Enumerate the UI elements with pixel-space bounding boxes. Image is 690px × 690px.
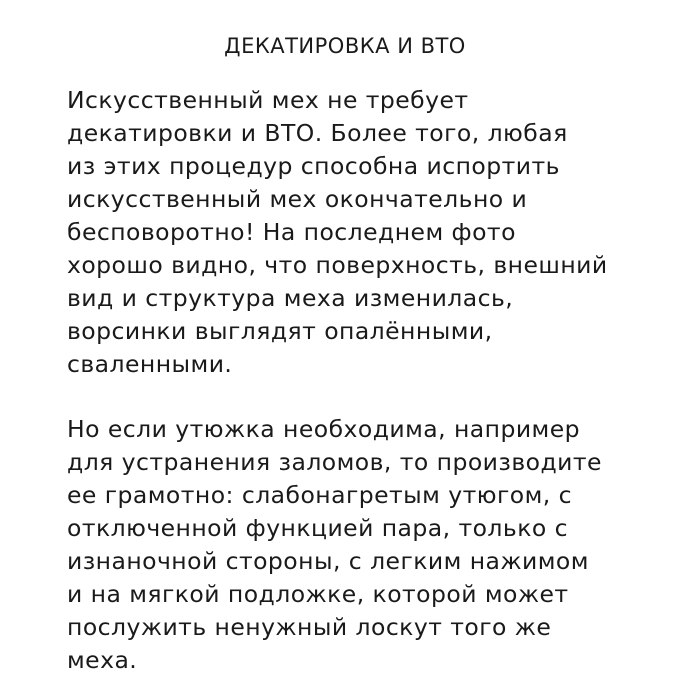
paragraph-line: хорошо видно, что поверхность, внешний (67, 251, 608, 279)
paragraph-line: вид и структура меха изменилась, (67, 284, 514, 312)
paragraph-line: для устранения заломов, то производите (67, 448, 602, 476)
paragraph-line: отключенной функцией пара, только с (67, 514, 568, 542)
paragraph-line: Но если утюжка необходима, например (67, 415, 581, 443)
paragraph-line: послужить ненужный лоскут того же (67, 613, 552, 641)
paragraph-line: из этих процедур способна испортить (67, 152, 560, 180)
paragraph-line: искусственный мех окончательно и (67, 185, 528, 213)
paragraph-line: ворсинки выглядят опалёнными, (67, 317, 493, 345)
paragraph-line: сваленными. (67, 350, 233, 378)
page-title: ДЕКАТИРОВКА И ВТО (224, 34, 466, 58)
paragraph-1 (67, 84, 667, 381)
paragraph-line: бесповоротно! На последнем фото (67, 218, 516, 246)
paragraph-line: Искусственный мех не требует (67, 86, 469, 114)
paragraph-line: меха. (67, 646, 138, 674)
paragraph-line: изнаночной стороны, с легким нажимом (67, 547, 589, 575)
paragraph-line: декатировки и ВТО. Более того, любая (67, 119, 568, 147)
paragraph-line: и на мягкой подложке, которой может (67, 580, 569, 608)
paragraph-2 (67, 413, 667, 677)
paragraph-line: ее грамотно: слабонагретым утюгом, с (67, 481, 573, 509)
